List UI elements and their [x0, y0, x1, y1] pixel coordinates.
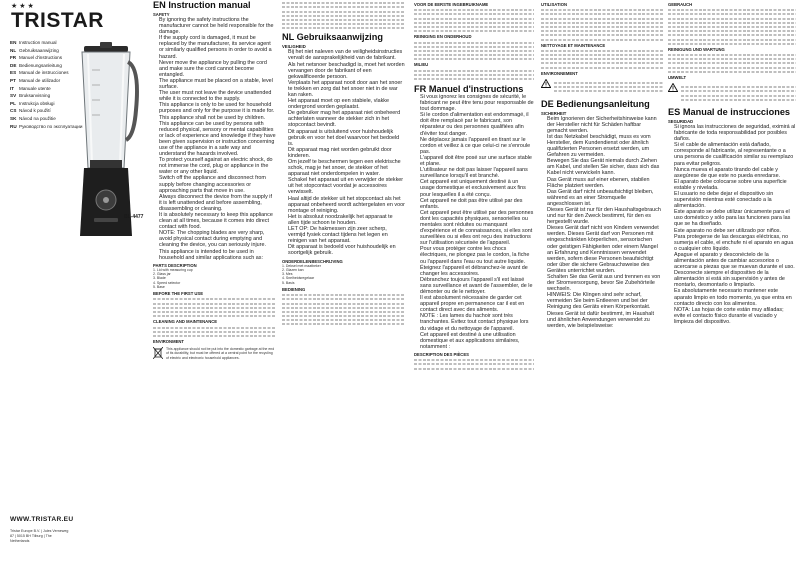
list-item: • The appliance must be placed on a stable, level surface.	[159, 78, 276, 90]
language-item: ES Manual de instrucciones	[10, 70, 69, 76]
body-text-block	[414, 9, 534, 32]
safety-list-de	[541, 116, 663, 329]
list-item: • Cet appareil est destiné à une utilisation domestique et aux applications similaires, notamment :	[420, 332, 534, 350]
list-item: • Nunca mueva el aparato tirando del cable y asegúrese de que este no pueda enredarse.	[674, 167, 796, 179]
list-item: • Apague el aparato y desconéctelo de la alimentación antes de cambiar accesorios o acercarse a piezas que se muevan durante el uso.	[674, 252, 796, 270]
cleaning-heading: REINIGING EN ONDERHOUD	[414, 34, 472, 40]
environment-text: This appliance should not be put into the domestic garbage at the end of its durability, but must be offered at a central point for the recycling of electric and electronic household appliances.	[166, 347, 275, 360]
brand-stars: ★★★	[11, 3, 36, 10]
body-text-block	[414, 70, 534, 80]
body-text-block	[554, 80, 663, 95]
environment-heading: UMWELT	[668, 75, 687, 80]
first-use-heading: BEFORE THE FIRST USE	[153, 291, 204, 297]
parts-item: 3. Blade	[153, 276, 166, 281]
list-item: • Dit apparaat mag niet worden gebruikt door kinderen.	[288, 147, 405, 159]
list-item: • Desconecte siempre el dispositivo de la alimentación si está sin supervisión y antes de montarlo, desmontarlo o limpiarlo.	[674, 270, 796, 288]
cleaning-heading: NETTOYAGE ET MAINTENANCE	[541, 42, 606, 48]
list-item: • Om jezelf te beschermen tegen een elektrische schok, mag je het snoer, de stekker of het apparaat niet onderdompelen in water.	[288, 159, 405, 177]
column-nl-fr	[414, 0, 534, 575]
language-item: SK Návod na použitie	[10, 115, 56, 121]
list-item: • L'utilisateur ne doit pas laisser l'appareil sans surveillance lorsqu'il est branché.	[420, 167, 534, 179]
parts-heading: DESCRIPTION DES PIÈCES	[414, 351, 469, 357]
safety-list-nl	[282, 49, 405, 256]
safety-list-en	[153, 17, 276, 261]
safety-heading: SAFETY	[153, 12, 170, 17]
parts-item: 4. Snelheidsregelaar	[282, 276, 315, 281]
language-item: FR Manuel d'instructions	[10, 55, 63, 61]
body-text-block	[414, 359, 534, 369]
list-item: • Si el cable de alimentación está dañado, corresponde al fabricante, al representante o a una persona de cualificación similar su reemplazo para evitar peligros.	[674, 142, 796, 166]
parts-heading: ONDERDELENBESCHRIJVING	[282, 258, 343, 264]
body-text-block	[282, 2, 405, 29]
list-item: • Switch off the appliance and disconnect from supply before changing accessories or approaching parts that move in use.	[159, 175, 276, 193]
list-item: • NOTA: Las hojas de corte están muy afiladas; evite el contacto físico durante el vaciado y limpieza del dispositivo.	[674, 307, 796, 325]
first-use-heading: VOOR DE EERSTE INGEBRUIKNAME	[414, 2, 489, 7]
column-de-es	[668, 0, 796, 575]
website-url[interactable]: WWW.TRISTAR.EU	[10, 516, 74, 523]
safety-heading: VEILIGHEID	[282, 44, 306, 50]
body-text-block	[541, 9, 663, 40]
cover-panel	[0, 0, 150, 575]
column-fr-de	[541, 0, 663, 575]
body-text-block	[681, 84, 796, 103]
list-item: • Verplaats het apparaat nooit door aan het snoer te trekken en zorg dat het snoer niet in de war kan raken.	[288, 80, 405, 98]
list-item: • De gebruiker mag het apparaat niet onbeheerd achterlaten wanneer de stekker zich in het stopcontact bevindt.	[288, 110, 405, 128]
parts-item: 4. Speed selector	[153, 280, 181, 285]
language-item: NL Gebruiksaanwijzing	[10, 47, 59, 53]
list-item: • LET OP: De hakmessen zijn zeer scherp, vermijd fysiek contact tijdens het legen en reinigen van het apparaat.	[288, 226, 405, 244]
list-item: • If the supply cord is damaged, it must be replaced by the manufacturer, its service agent or similarly qualified persons in order to avoid a hazard.	[159, 35, 276, 59]
section-title-fr: FR Manuel d'instructions	[414, 84, 524, 94]
list-item: • NOTE: The chopping blades are very sharp, avoid physical contact during emptying and cleaning the device, you can seriously injure.	[159, 230, 276, 248]
list-item: • Dieses Gerät ist nur für den Haushaltsgebrauch und nur für den Zweck bestimmt, für den es hergestellt wurde.	[547, 207, 663, 225]
cleaning-heading: CLEANING AND MAINTENANCE	[153, 319, 218, 325]
body-text-block	[668, 54, 796, 73]
language-item: DE Bedienungsanleitung	[10, 62, 62, 68]
list-item: • Das Gerät muss auf einer ebenen, stabilen Fläche platziert werden.	[547, 177, 663, 189]
usage-heading: GEBRAUCH	[668, 2, 693, 7]
blender-product-image	[70, 40, 142, 240]
cleaning-heading: REINIGUNG UND WARTUNG	[668, 46, 725, 52]
list-item: • Never move the appliance by pulling the cord and make sure the cord cannot become entangled.	[159, 60, 276, 78]
list-item: • Het apparaat moet op een stabiele, vlakke ondergrond worden geplaatst.	[288, 98, 405, 110]
language-index	[10, 39, 83, 130]
language-item: IT Manuale utente	[10, 85, 51, 91]
model-number: BL-4477	[124, 214, 144, 220]
list-item: • Ist das Netzkabel beschädigt, muss es vom Hersteller, dem Kundendienst oder ähnlich qualifizierten Personen ersetzt werden, um Gefahren zu vermeiden.	[547, 134, 663, 158]
list-item: • Cet appareil peut être utilisé par des personnes dont les capacités physiques, sensorielles ou mentales sont réduites ou manquant d'expérience et de connaissances, si elles sont surveillées ou si elles ont reçu des instructions sur l'utilisation sécurisée de l'appareil.	[420, 210, 534, 247]
brand-logo: TRISTAR	[11, 9, 104, 32]
list-item: • This appliance can be used by persons with reduced physical, sensory or mental capabilities or lack of experience and knowledge if they have been given supervision or instruction concerning use of the appliance in a safe way and understand the hazards involved.	[159, 121, 276, 158]
body-text-block	[668, 9, 796, 45]
company-address: Tristar Europe B.V. | Jules Verneweg 87 | 5015 BH Tilburg | The Netherlands	[10, 529, 69, 543]
list-item: • Haal altijd de stekker uit het stopcontact als het apparaat onbeheerd wordt achtergelaten en voor montage of reiniging.	[288, 196, 405, 214]
list-item: • Este aparato no debe ser utilizado por niños.	[674, 228, 796, 234]
list-item: • NOTE : Les lames du hachoir sont très tranchantes. Évitez tout contact physique lors du vidage et du nettoyage de l'appareil.	[420, 313, 534, 331]
list-item: • Dieses Gerät darf nicht von Kindern verwendet werden. Dieses Gerät darf von Personen mit eingeschränkten körperlichen, sensorischen oder geistigen Fähigkeiten oder einem Mangel an Erfahrung und Kenntnissen verwendet werden, sofern diese Personen beaufsichtigt oder über die sichere Gebrauchsweise des Gerätes unterrichtet wurden.	[547, 225, 663, 274]
list-item: • This appliance is only to be used for household purposes and only for the purpose it is made for.	[159, 102, 276, 114]
list-item: • Dit apparaat is bedoeld voor huishoudelijk en soortgelijk gebruik.	[288, 244, 405, 256]
list-item: • Il est absolument nécessaire de garder cet appareil propre en permanence car il est en contact direct avec des aliments.	[420, 295, 534, 313]
list-item: • To protect yourself against an electric shock, do not immerse the cord, plug or appliance in the water or any other liquid.	[159, 157, 276, 175]
list-item: • Ne déplacez jamais l'appareil en tirant sur le cordon et veillez à ce que celui-ci ne s'enroule pas.	[420, 137, 534, 155]
parts-item: 3. Mes	[282, 272, 293, 277]
list-item: • Cet appareil est uniquement destiné à un usage domestique et exclusivement aux fins pour lesquelles il a été conçu.	[420, 179, 534, 197]
column-en	[153, 0, 276, 575]
safety-list-es	[668, 124, 796, 325]
list-item: • El aparato debe colocarse sobre una superficie estable y nivelada.	[674, 179, 796, 191]
list-item: • Das Gerät darf nicht unbeaufsichtigt bleiben, während es an einer Stromquelle angeschlossen ist.	[547, 189, 663, 207]
warning-triangle-icon	[541, 79, 551, 88]
list-item: • Si ignora las instrucciones de seguridad, eximirá al fabricante de toda responsabilidad por posibles daños.	[674, 124, 796, 142]
list-item: • El usuario no debe dejar el dispositivo sin supervisión mientras esté conectado a la alimentación.	[674, 191, 796, 209]
parts-item: 1. Deksel met maatbeker	[282, 263, 321, 268]
list-item: • Bewegen Sie das Gerät niemals durch Ziehen am Kabel, und stellen Sie sicher, dass sich das Kabel nicht verwickeln kann.	[547, 158, 663, 176]
operation-heading: BEDIENING	[282, 286, 306, 292]
body-text-block	[282, 294, 405, 325]
parts-item: 5. Base	[153, 284, 165, 289]
list-item: • HINWEIS: Die Klingen sind sehr scharf, vermeiden Sie beim Entleeren und bei der Reinigung des Geräts einen Körperkontakt.	[547, 292, 663, 310]
section-title-es: ES Manual de instrucciones	[668, 106, 791, 117]
safety-heading: SICHERHEIT	[541, 110, 567, 116]
safety-list-fr	[414, 94, 534, 350]
list-item: • Beim Ignorieren der Sicherheitshinweise kann der Hersteller nicht für Schäden haftbar gemacht werden.	[547, 116, 663, 134]
parts-item: 5. Basis	[282, 280, 295, 285]
parts-item: 1. Lid with measuring cup	[153, 267, 193, 272]
language-item: SV Bruksanvisning	[10, 93, 51, 99]
list-item: • By ignoring the safety instructions the manufacturer cannot be held responsible for the damage.	[159, 17, 276, 35]
list-item: • Schakel het apparaat uit en verwijder de stekker uit het stopcontact voordat je accessoires verwisselt.	[288, 177, 405, 195]
parts-item: 2. Glass jar	[153, 272, 171, 277]
list-item: • This appliance is intended to be used in household and similar applications such as:	[159, 249, 276, 261]
warning-triangle-icon	[668, 83, 678, 92]
warning-note	[668, 83, 796, 103]
list-item: • Si vous ignorez les consignes de sécurité, le fabricant ne peut être tenu pour responsable de tout dommage.	[420, 94, 534, 112]
warning-note	[541, 79, 663, 95]
list-item: • Het is absoluut noodzakelijk het apparaat te allen tijde schoon te houden.	[288, 214, 405, 226]
list-item: • Si le cordon d'alimentation est endommagé, il doit être remplacé par le fabricant, son réparateur ou des personnes qualifiées afin d'éviter tout danger.	[420, 112, 534, 136]
section-title-en: EN Instruction manual	[153, 0, 251, 10]
list-item: • Para protegerse de las descargas eléctricas, no sumerja el cable, el enchufe ni el aparato en agua o cualquier otro líquido.	[674, 234, 796, 252]
environment-note	[153, 347, 276, 360]
environment-heading: ENVIRONMENT	[153, 339, 184, 345]
body-text-block	[541, 50, 663, 69]
list-item: • Éteignez l'appareil et débranchez-le avant de changer les accessoires.	[420, 265, 534, 277]
list-item: • Bij het niet naleven van de veiligheidsinstructies vervalt de aansprakelijkheid van de fabrikant.	[288, 49, 405, 61]
list-item: • Als het netsnoer beschadigd is, moet het worden vervangen door de fabrikant of een gekwalificeerde persoon.	[288, 62, 405, 80]
list-item: • Dieses Gerät ist dafür bestimmt, im Haushalt und ähnlichen Anwendungen verwendet zu werden, wie beispielsweise:	[547, 311, 663, 329]
list-item: • Cet appareil ne doit pas être utilisé par des enfants.	[420, 198, 534, 210]
language-item: CS Návod k použití	[10, 108, 51, 114]
list-item: • Este aparato se debe utilizar únicamente para el uso doméstico y sólo para las funciones para las que se ha diseñado.	[674, 209, 796, 227]
usage-heading: UTILISATION	[541, 2, 567, 7]
language-item: EN Instruction manual	[10, 40, 57, 45]
list-item: • Es absolutamente necesario mantener este aparato limpio en todo momento, ya que entra en contacto directo con los alimentos.	[674, 288, 796, 306]
parts-item: 2. Glazen kan	[282, 267, 304, 272]
safety-heading: SEGURIDAD	[668, 118, 694, 124]
list-item: • Schalten Sie das Gerät aus und trennen es von der Stromversorgung, bevor Sie Zubehörteile wechseln.	[547, 274, 663, 292]
language-item: RU Руководство по эксплуатации	[10, 123, 83, 129]
list-item: • The user must not leave the device unattended while it is connected to the supply.	[159, 90, 276, 102]
environment-heading: ENVIRONNEMENT	[541, 70, 578, 76]
body-text-block	[153, 298, 276, 317]
section-title-de: DE Bedienungsanleitung	[541, 98, 650, 109]
list-item: • Always disconnect the device from the supply if it is left unattended and before assembling, disassembling or cleaning.	[159, 194, 276, 212]
body-text-block	[414, 42, 534, 61]
language-item: PT Manual de utilizador	[10, 77, 61, 83]
section-title-nl: NL Gebruiksaanwijzing	[282, 32, 383, 43]
crossed-bin-icon	[153, 347, 163, 359]
language-item: PL Instrukcja obsługi	[10, 100, 55, 106]
environment-heading: MILIEU	[414, 62, 429, 68]
list-item: • L'appareil doit être posé sur une surface stable et plane.	[420, 155, 534, 167]
column-en-nl	[282, 0, 405, 575]
list-item: • Pour vous protéger contre les chocs électriques, ne plongez pas le cordon, la fiche ou l'appareil dans l'eau ou tout autre liquide.	[420, 246, 534, 264]
body-text-block	[153, 327, 276, 337]
parts-heading: PARTS DESCRIPTION	[153, 262, 197, 268]
list-item: • This appliance shall not be used by children.	[159, 115, 276, 121]
list-item: • Dit apparaat is uitsluitend voor huishoudelijk gebruik en voor het doel waarvoor het bedoeld is.	[288, 129, 405, 147]
list-item: • It is absolutely necessary to keep this appliance clean at all times, because it comes into direct contact with food.	[159, 212, 276, 230]
list-item: • Débranchez toujours l'appareil s'il est laissé sans surveillance et avant de l'assembler, de le démonter ou de le nettoyer.	[420, 277, 534, 295]
